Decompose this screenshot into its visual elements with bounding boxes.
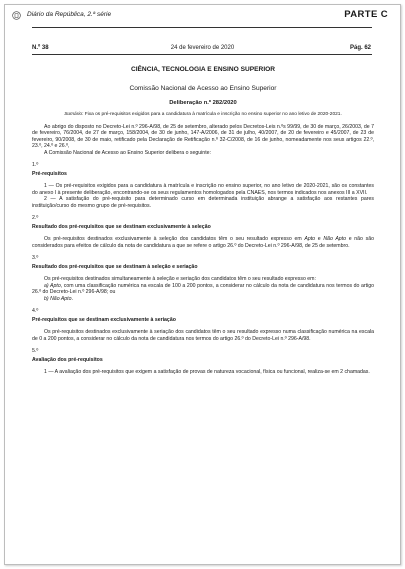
article-3-lead: Os pré-requisitos destinados simultaneamente à seleção e seriação dos candidatos têm o seu resultado expresso em:	[44, 276, 316, 283]
page-number: Pág. 62	[349, 45, 371, 51]
article-2-nao-apto: Não Apto	[323, 236, 347, 243]
header-rule-top	[32, 27, 372, 28]
document-body	[32, 62, 374, 376]
section-heading: CIÊNCIA, TECNOLOGIA E ENSINO SUPERIOR	[130, 66, 276, 73]
article-2-apto: Apto	[304, 236, 316, 243]
article-2-title: Resultado dos pré-requisitos que se destinam exclusivamente à seleção	[32, 223, 211, 230]
article-2-text-2: e	[315, 236, 324, 243]
resolves-paragraph: A Comissão Nacional de Acesso ao Ensino Superior delibera o seguinte:	[44, 149, 211, 156]
article-3-b-marker: b)	[44, 295, 51, 302]
page-header	[10, 9, 396, 23]
header-rule-bottom	[32, 54, 372, 55]
article-2-text-1: Os pré-requisitos destinados exclusivamente à seleção dos candidatos têm o seu resultado expresso em	[44, 236, 305, 243]
article-1-para-1: 1 — Os pré-requisitos exigidos para a candidatura à matrícula e inscrição no ensino superior, no ano letivo de 2020-2021, são os constantes do anexo I à presente deliberação, encontrando-se os seus regulamentos homologados pela CNAES, nos termos indicados nos anexos III a XVII.	[32, 183, 374, 196]
article-3-a-text: , com uma classificação numérica na escala de 100 a 200 pontos, a considerar no cálculo da nota de candidatura nos termos do artigo 26.º do Decreto-Lei n.º 296-A/98; ou	[32, 282, 374, 296]
article-2-number: 2.º	[32, 215, 39, 222]
article-3-b-text: .	[71, 295, 73, 302]
summary-label: Sumário:	[64, 112, 84, 117]
article-3-item-a	[32, 283, 374, 296]
article-2-text-3: e não são considerados para efeitos de cálculo da nota de candidatura a que se refere o artigo 26.º do Decreto-Lei n.º 296-A/98, de 25 de setembro.	[32, 236, 375, 249]
summary	[50, 112, 356, 118]
summary-text: Fixa os pré-requisitos exigidos para a candidatura à matrícula e inscrição no ensino superior no ano letivo de 2020-2021.	[84, 112, 342, 117]
article-2-paragraph	[32, 236, 374, 249]
article-1-para-2: 2 — A satisfação do pré-requisito para determinado curso em determinada instituição abrange a satisfação aos restantes pares instituição/curso do mesmo grupo de pré-requisitos.	[32, 196, 374, 209]
issue-date: 24 de fevereiro de 2020	[170, 45, 235, 51]
article-5-title: Avaliação dos pré-requisitos	[32, 356, 103, 363]
deliberation-title: Deliberação n.º 282/2020	[169, 100, 237, 106]
article-3-b-nao-apto: Não Apto	[50, 295, 72, 302]
article-3-number: 3.º	[32, 255, 39, 262]
article-4-number: 4.º	[32, 308, 39, 315]
article-4-title: Pré-requisitos que se destinam exclusivamente à seriação	[32, 316, 176, 323]
article-1-number: 1.º	[32, 162, 39, 169]
article-3-a-marker: a)	[44, 282, 51, 289]
article-3-a-apto: Apto	[50, 282, 61, 289]
issuer-heading: Comissão Nacional de Acesso ao Ensino Superior	[129, 85, 277, 92]
article-1-title: Pré-requisitos	[32, 170, 67, 177]
article-3-title: Resultado dos pré-requisitos que se destinam à seleção e seriação	[32, 263, 198, 270]
intro-paragraph: Ao abrigo do disposto no Decreto-Lei n.º 296-A/98, de 25 de setembro, alterado pelos Decretos-Leis n.ºs 99/99, de 30 de março, 26/2003, de 7 de fevereiro, 76/2004, de 27 de março, 158/2004, de 30 de junho, 147-A/2006, de 31 de julho, 40/2007, de 20 de fevereiro e 45/2007, de 23 de fevereiro, 90/2008, de 30 de maio, retificado pela Declaração de Retificação n.º 32-C/2008, de 16 de junho, nomeadamente nos seus artigos 22.º, 23.º, 24.º e 26.º,	[32, 123, 374, 150]
article-3-item-b	[32, 296, 374, 303]
gazette-title: Diário da República, 2.ª série	[27, 11, 112, 18]
issue-number: N.º 38	[32, 45, 49, 51]
part-label: PARTE C	[344, 9, 388, 20]
article-4-paragraph: Os pré-requisitos destinados exclusivamente à seriação dos candidatos têm o seu resultado expresso numa classificação numérica na escala de 0 a 200 pontos, a considerar no cálculo da nota de candidatura nos termos do artigo 26.º do Decreto-Lei n.º 296-A/98.	[32, 329, 374, 342]
article-5-paragraph: 1 — A avaliação dos pré-requisitos que exigem a satisfação de provas de natureza vocacional, física ou funcional, realiza-se em 2 chamadas.	[44, 369, 370, 376]
article-5-number: 5.º	[32, 348, 39, 355]
coat-of-arms-icon	[12, 11, 21, 20]
